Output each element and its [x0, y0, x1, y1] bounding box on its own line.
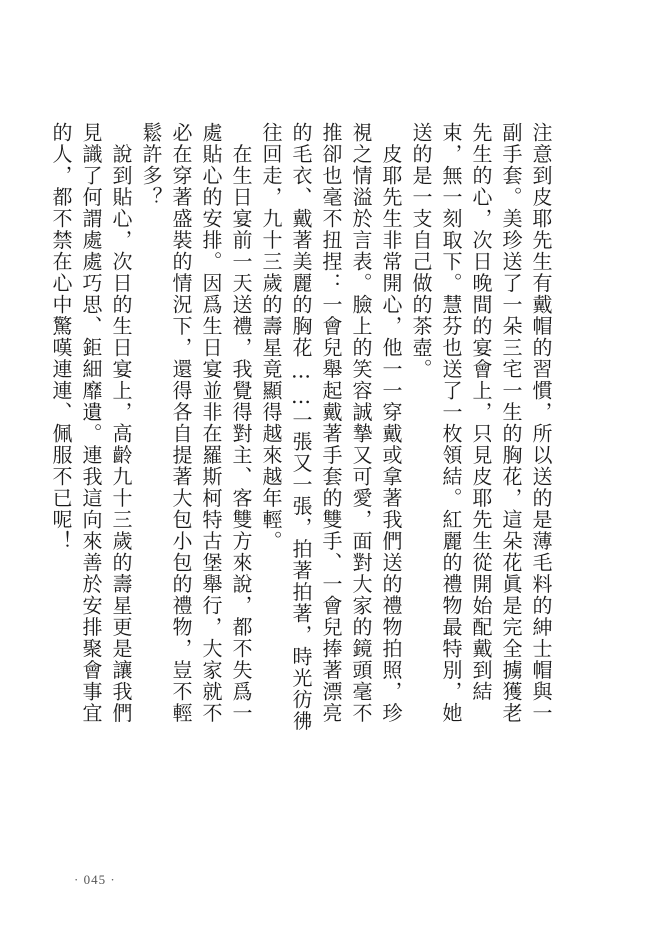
paragraph-4: 說到貼心，次日的生日宴上，高齡九十三歲的壽星更是讓我們見識了何謂處處巧思、鉅細靡遺。連我這向來善於安排聚會事宜的人，都不禁在心中驚嘆連連、佩服不已呢！: [49, 122, 133, 724]
page-number: · 045 ·: [74, 872, 116, 887]
paragraph-1: 注意到皮耶先生有戴帽的習慣，所以送的是薄毛料的紳士帽與一副手套。美珍送了一朵三宅一生的胸花，這朵花眞是完全擄獲老先生的心，次日晚間的宴會上，只見皮耶先生從開始配戴到結束，無一刻取下。慧芬也送了一枚領結。紅麗的禮物最特別，她送的是一支自己做的茶壺。: [409, 122, 553, 724]
body-text: [49, 122, 556, 732]
paragraph-2: 皮耶先生非常開心，他一一穿戴或拿著我們送的禮物拍照，珍視之情溢於言表。臉上的笑容誠摯又可愛，面對大家的鏡頭毫不推卻也毫不扭捏：一會兒舉起戴著手套的雙手、一會兒捧著漂亮的毛衣、戴著美麗的胸花……一張又一張，拍著拍著，時光彷彿往回走，九十三歲的壽星竟顯得越來越年輕。: [259, 122, 403, 732]
paragraph-3: 在生日宴前一天送禮，我覺得對主、客雙方來說，都不失爲一處貼心的安排。因爲生日宴並非在羅斯柯特古堡舉行，大家就不必在穿著盛裝的情況下，還得各自提著大包小包的禮物，豈不輕鬆許多？: [139, 122, 253, 724]
